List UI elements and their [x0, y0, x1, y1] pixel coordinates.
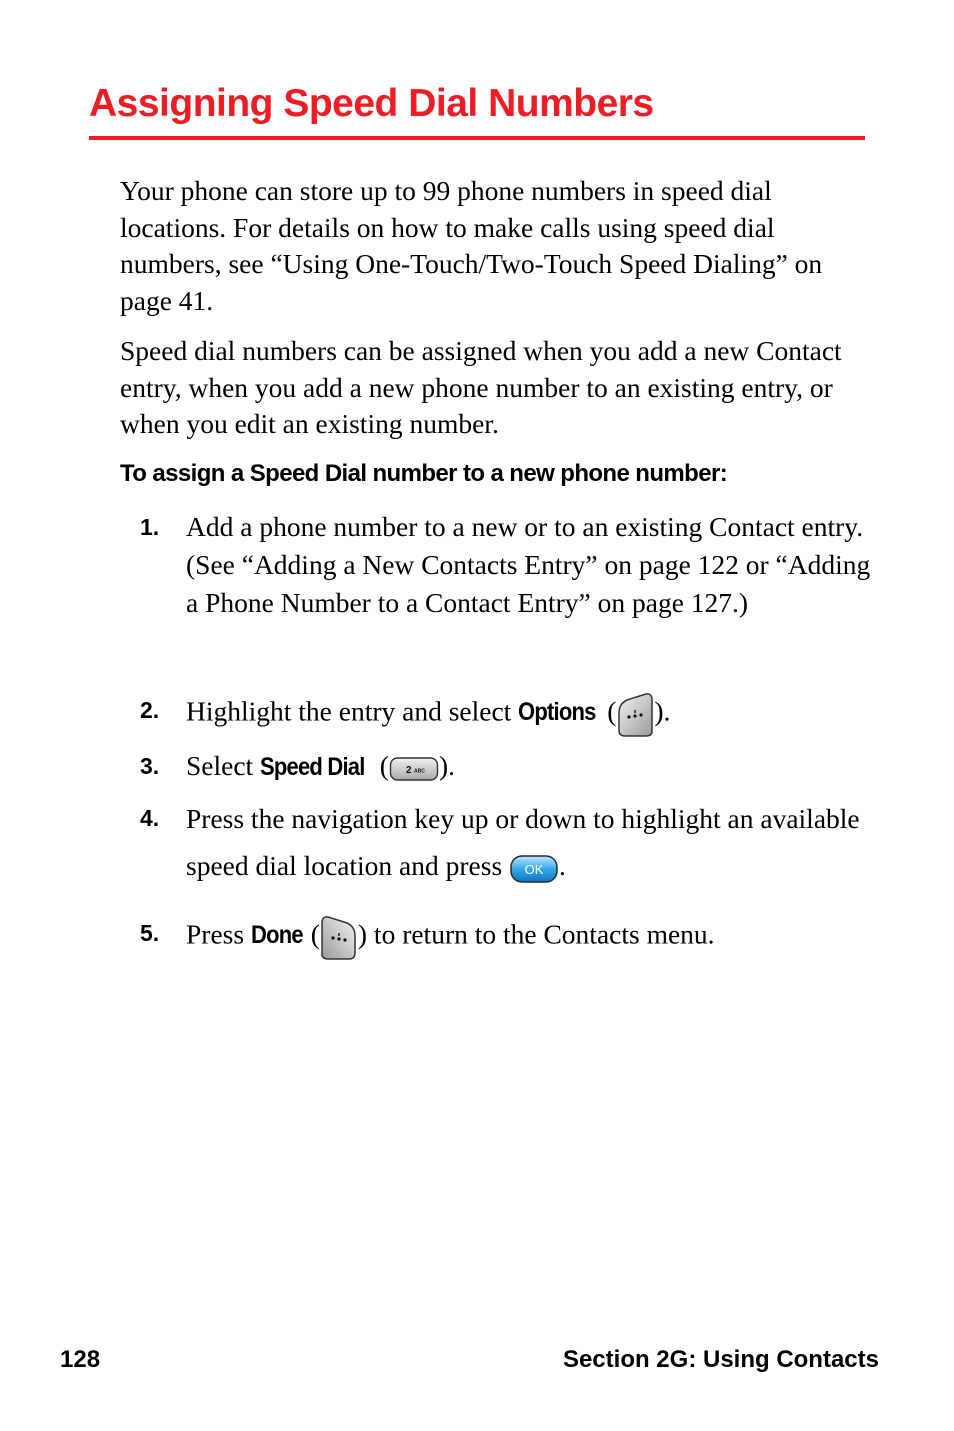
section-label: Section 2G: Using Contacts — [562, 1346, 879, 1373]
step-text: Press the navigation key up or down to highlight an available speed dial location and press OK . — [186, 795, 872, 889]
step-text: Press Done ( ) to return to the Contacts menu. — [186, 914, 872, 960]
assign-paragraph: Speed dial numbers can be assigned when you add a new Contact entry, when you add a new phone number to an existing entry, or when you edit an existing number. — [120, 335, 842, 439]
right-softkey-icon — [320, 914, 358, 960]
svg-text:OK: OK — [524, 861, 544, 877]
step-number: 2. — [140, 697, 160, 723]
key-2-abc-icon — [389, 756, 439, 782]
svg-text:2: 2 — [405, 764, 412, 776]
step-text: Highlight the entry and select Options ( ). — [186, 691, 872, 737]
speed-dial-label: Speed Dial — [260, 753, 365, 781]
page-number: 128 — [60, 1346, 101, 1373]
left-softkey-icon — [616, 691, 654, 737]
page-title: Assigning Speed Dial Numbers — [89, 82, 654, 125]
done-label: Done — [250, 921, 303, 950]
intro-paragraph: Your phone can store up to 99 phone numbers in speed dial locations. For details on how to make calls using speed dial numbers, see “Using One-Touch/Two-Touch Speed Dialing” on page 41. — [120, 175, 823, 316]
step-text: Select Speed Dial ( 2 ABC ). — [186, 747, 872, 786]
svg-text:ABC: ABC — [413, 768, 425, 775]
step-number: 4. — [140, 805, 160, 831]
step-text: Add a phone number to a new or to an existing Contact entry. (See “Adding a New Contacts Entry” on page 122 or “Adding a Phone Number to a Contact Entry” on page 127.) — [186, 511, 871, 618]
step-number: 3. — [140, 753, 160, 779]
procedure-heading: To assign a Speed Dial number to a new phone number: — [120, 460, 728, 487]
title-rule — [89, 136, 865, 140]
ok-key-icon — [509, 853, 559, 885]
options-label: Options — [518, 698, 596, 727]
step-number: 1. — [140, 514, 160, 540]
step-number: 5. — [140, 920, 160, 946]
